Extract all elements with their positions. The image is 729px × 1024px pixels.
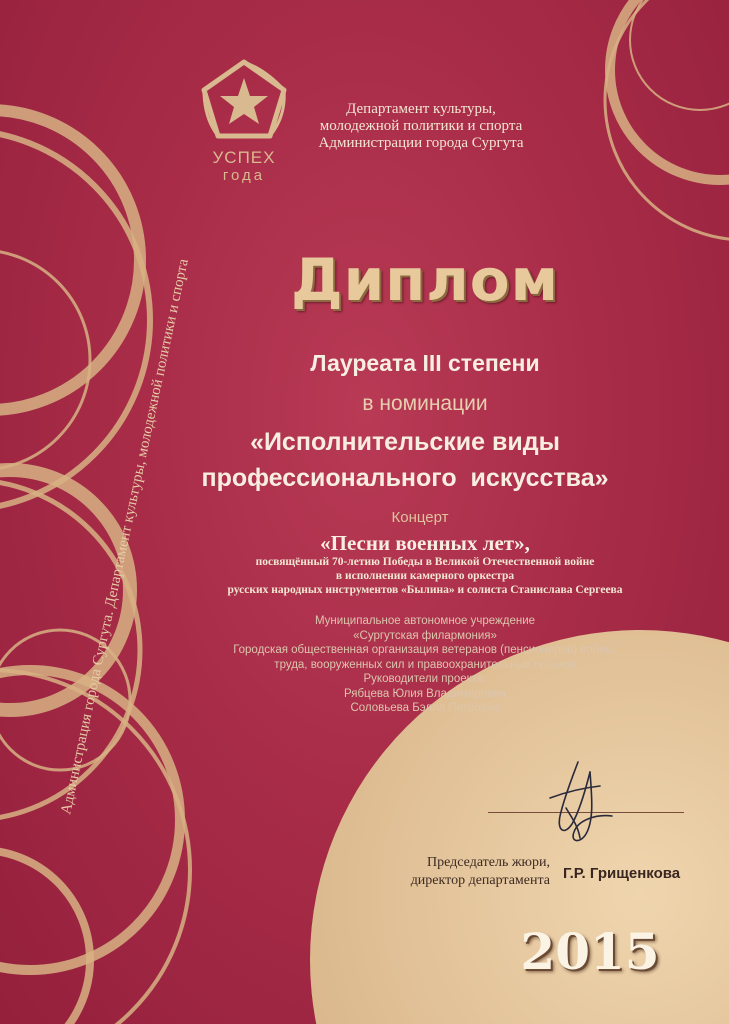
year: 2015	[520, 922, 660, 981]
signer-title-line: директор департамента	[410, 873, 550, 888]
signer-name: Г.Р. Грищенкова	[563, 865, 681, 882]
concert-description	[190, 555, 660, 597]
logo-text-success: УСПЕХ	[212, 148, 276, 167]
signer-title	[370, 854, 550, 890]
org-line: «Сургутская филармония»	[353, 629, 497, 642]
diploma-title: Диплом	[290, 246, 560, 314]
vertical-text-line: Администрация города Сургута. Департамент культуры, молодежной политики и спорта	[58, 257, 192, 816]
laureate-degree: Лауреата III степени	[310, 350, 540, 376]
issuer-block	[296, 101, 546, 152]
issuer-line: Администрации города Сургута	[318, 135, 524, 151]
logo-text-year: года	[222, 167, 266, 184]
issuer-line: молодежной политики и спорта	[319, 118, 523, 134]
org-line: Муниципальное автономное учреждение	[314, 615, 536, 627]
org-line: Рябцева Юлия Владимировна	[343, 687, 507, 700]
org-line: Руководители проекта:	[363, 673, 487, 685]
organization-block	[180, 614, 670, 716]
concert-title: «Песни военных лет»,	[320, 531, 530, 555]
nomination-title	[150, 424, 660, 496]
concert-desc-line: русских народных инструментов «Былина» и солиста Станислава Сергеева	[227, 584, 623, 596]
org-line: труда, вооруженных сил и правоохранительных органов	[274, 658, 576, 671]
org-line: Городская общественная организация ветеранов (пенсионеров) войны,	[233, 644, 617, 656]
signer-title-line: Председатель жюри,	[427, 855, 550, 870]
nomination-line: «Исполнительские виды	[250, 428, 560, 456]
concert-desc-line: в исполнении камерного оркестра	[335, 570, 515, 582]
issuer-line: Департамент культуры,	[346, 101, 496, 117]
handwritten-signature	[520, 758, 630, 854]
concert-label: Концерт	[391, 509, 449, 526]
nomination-line: профессионального искусства»	[201, 464, 609, 492]
concert-desc-line: посвящённый 70-летию Победы в Великой Отечественной войне	[255, 556, 595, 568]
org-line: Соловьева Бэлла Петровна	[350, 702, 500, 714]
nomination-intro: в номинации	[362, 392, 488, 415]
